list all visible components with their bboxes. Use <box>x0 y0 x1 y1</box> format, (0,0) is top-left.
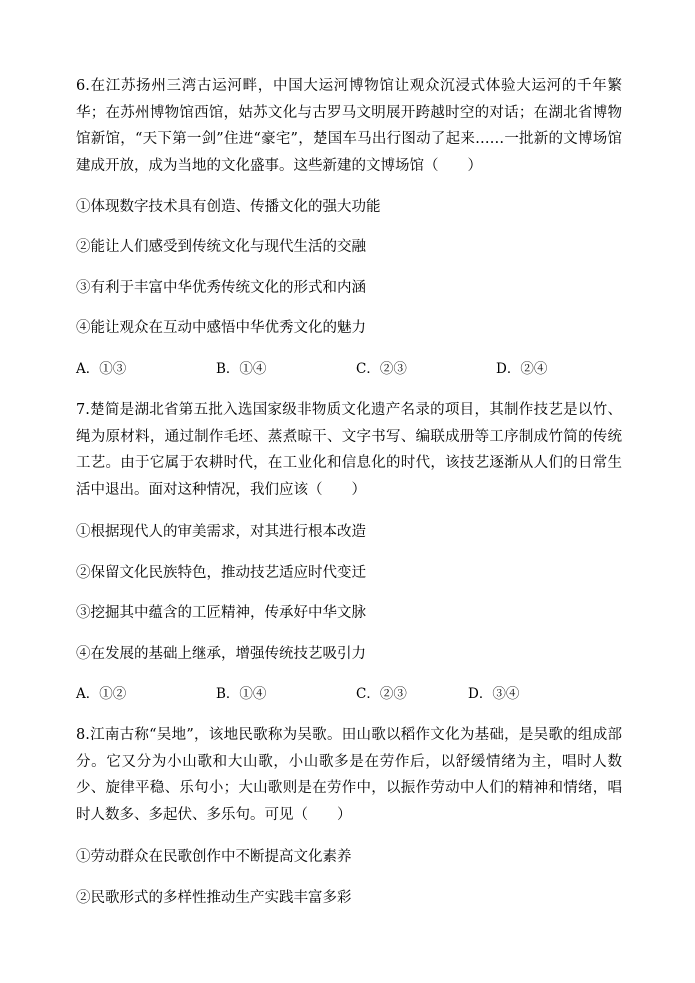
option-b: B．①④ <box>216 686 267 702</box>
question-6-options <box>76 359 636 379</box>
option-c: C．②③ <box>356 686 407 702</box>
question-7-stem: 7.楚简是湖北省第五批入选国家级非物质文化遗产名录的项目，其制作技艺是以竹、绳为原材料，通过制作毛坯、蒸煮晾干、文字书写、编联成册等工序制成竹简的传统工艺。由于它属于农耕时代，在工业化和信息化的时代，该技艺逐渐从人们的日常生活中退出。面对这种情况，我们应该（ ） <box>76 402 622 498</box>
question-8-item-2: ②民歌形式的多样性推动生产实践丰富多彩 <box>76 890 352 906</box>
question-7-item-2: ②保留文化民族特色，推动技艺适应时代变迁 <box>76 565 366 581</box>
question-7-item-4: ④在发展的基础上继承，增强传统技艺吸引力 <box>76 646 366 662</box>
question-7-item-3: ③挖掘其中蕴含的工匠精神，传承好中华文脉 <box>76 605 366 621</box>
question-6-item-3: ③有利于丰富中华优秀传统文化的形式和内涵 <box>76 280 366 296</box>
option-b: B．①④ <box>216 361 267 377</box>
option-c: C．②③ <box>356 361 407 377</box>
question-6-item-4: ④能让观众在互动中感悟中华优秀文化的魅力 <box>76 320 366 336</box>
question-7-item-1: ①根据现代人的审美需求，对其进行根本改造 <box>76 524 366 540</box>
question-6-stem: 6.在江苏扬州三湾古运河畔，中国大运河博物馆让观众沉浸式体验大运河的千年繁华；在苏州博物馆西馆，姑苏文化与古罗马文明展开跨越时空的对话；在湖北省博物馆新馆，“天下第一剑”住进“豪宅”，楚国车马出行图动了起来……一批新的文博场馆建成开放，成为当地的文化盛事。这些新建的文博场馆（ ） <box>76 78 622 174</box>
option-d: D．②④ <box>496 361 548 377</box>
option-d: D．③④ <box>468 686 520 702</box>
option-a: A．①② <box>76 686 127 702</box>
question-6-item-1: ①体现数字技术具有创造、传播文化的强大功能 <box>76 199 381 215</box>
option-a: A．①③ <box>76 361 127 377</box>
question-7-options <box>76 684 636 704</box>
question-6-item-2: ②能让人们感受到传统文化与现代生活的交融 <box>76 239 366 255</box>
question-8-stem: 8.江南古称“吴地”，该地民歌称为吴歌。田山歌以稻作文化为基础，是吴歌的组成部分。它又分为小山歌和大山歌，小山歌多是在劳作后，以舒缓情绪为主，唱时人数少、旋律平稳、乐句小；大山歌则是在劳作中，以振作劳动中人们的精神和情绪，唱时人数多、多起伏、多乐句。可见（ ） <box>76 727 622 823</box>
question-8-item-1: ①劳动群众在民歌创作中不断提高文化素养 <box>76 849 352 865</box>
